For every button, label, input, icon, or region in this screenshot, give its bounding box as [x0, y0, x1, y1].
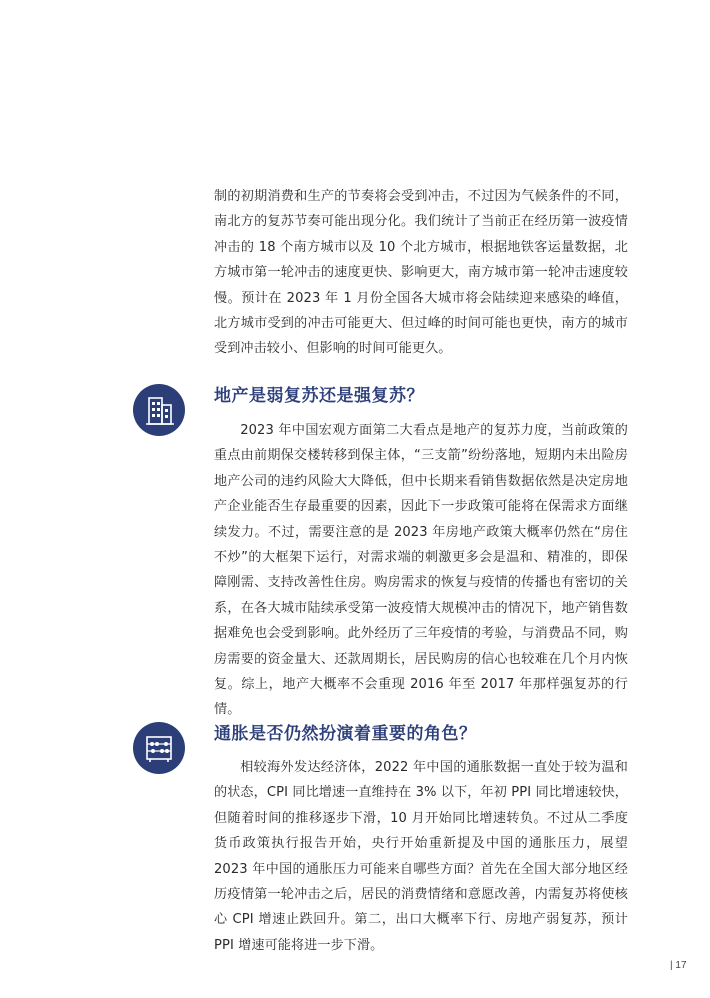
- page-number: | 17: [670, 960, 687, 971]
- inflation-paragraph: 相较海外发达经济体，2022 年中国的通胀数据一直处于较为温和的状态，CPI 同比增速一直维持在 3% 以下，年初 PPI 同比增速较快，但随着时间的推移逐步下滑，10 月开始同比增速转负。不过从二季度货币政策执行报告开始，央行开始重新提及中国的通胀压力，展望 2023 年中国的通胀压力可能来自哪些方面？首先在全国大部分地区经历疫情第一轮冲击之后，居民的消费情绪和意愿改善，内需复苏将使核心 CPI 增速止跌回升。第二，出口大概率下行、房地产弱复苏，预计 PPI 增速可能将进一步下滑。: [214, 760, 628, 953]
- section-title-inflation: 通胀是否仍然扮演着重要的角色？: [214, 724, 477, 744]
- abacus-icon: [133, 722, 185, 774]
- section-title-real-estate: 地产是弱复苏还是强复苏？: [214, 386, 424, 406]
- real-estate-paragraph: 2023 年中国宏观方面第二大看点是地产的复苏力度，当前政策的重点由前期保交楼转移到保主体，“三支箭”纷纷落地，短期内未出险房地产公司的违约风险大大降低，但中长期来看销售数据依然是决定房地产企业能否生存最重要的因素，因此下一步政策可能将在保需求方面继续发力。不过，需要注意的是 2023 年房地产政策大概率仍然在“房住不炒”的大框架下运行，对需求端的刺激更多会是温和、精准的，即保障刚需、支持改善性住房。购房需求的恢复与疫情的传播也有密切的关系，在各大城市陆续承受第一波疫情大规模冲击的情况下，地产销售数据难免也会受到影响。此外经历了三年疫情的考验，与消费品不同，购房需要的资金量大、还款周期长，居民购房的信心也较难在几个月内恢复。综上，地产大概率不会重现 2016 年至 2017 年那样强复苏的行情。: [214, 423, 628, 718]
- intro-paragraph: 制的初期消费和生产的节奏将会受到冲击，不过因为气候条件的不同，南北方的复苏节奏可能出现分化。我们统计了当前正在经历第一波疫情冲击的 18 个南方城市以及 10 个北方城市，根据地铁客运量数据，北方城市第一轮冲击的速度更快、影响更大，南方城市第一轮冲击速度较慢。预计在 2023 年 1 月份全国各大城市将会陆续迎来感染的峰值，北方城市受到的冲击可能更大、但过峰的时间可能也更快，南方的城市受到冲击较小、但影响的时间可能更久。: [214, 189, 628, 357]
- building-icon: [133, 384, 185, 436]
